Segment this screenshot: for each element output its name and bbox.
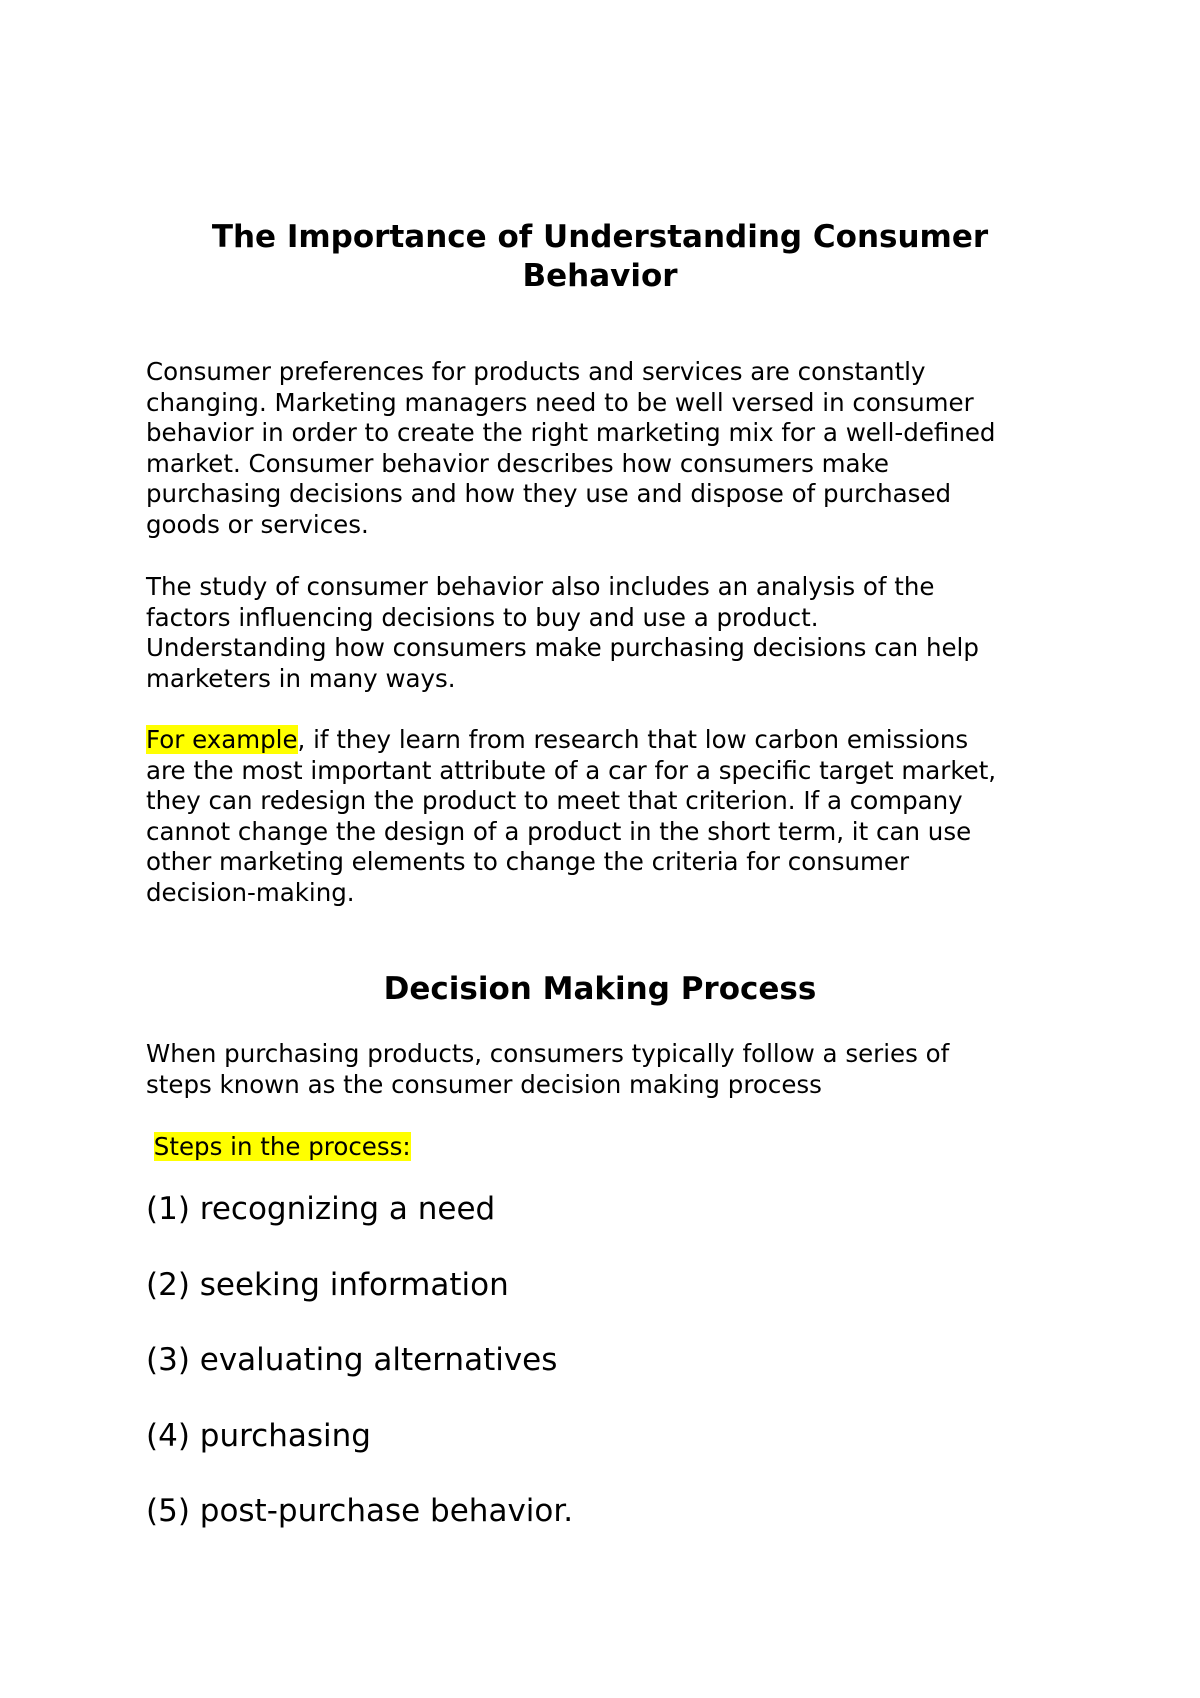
text-line: The study of consumer behavior also includes an analysis of the <box>146 572 935 601</box>
step-item: (5) post-purchase behavior. <box>146 1493 574 1529</box>
document-title-line: The Importance of Understanding Consumer <box>211 219 989 255</box>
document-title <box>140 218 1060 296</box>
step-item: (1) recognizing a need <box>146 1191 496 1227</box>
text-fragment: , if they learn from research that low carbon emissions <box>297 725 969 754</box>
text-line: When purchasing products, consumers typically follow a series of <box>146 1039 950 1068</box>
step-item: (4) purchasing <box>146 1417 371 1454</box>
text-line: cannot change the design of a product in the short term, it can use <box>146 816 972 846</box>
text-line: they can redesign the product to meet that criterion. If a company <box>146 786 963 816</box>
text-line: decision-making. <box>146 877 355 907</box>
text-line: goods or services. <box>146 509 369 539</box>
document-title-line: Behavior <box>522 258 678 294</box>
text-line: steps known as the consumer decision making process <box>146 1069 822 1099</box>
text-line: purchasing decisions and how they use and dispose of purchased <box>146 479 952 509</box>
text-line: Consumer preferences for products and services are constantly <box>146 357 926 386</box>
paragraph-decision-intro <box>146 1039 1086 1100</box>
paragraph-consumer-preferences <box>146 357 1086 541</box>
step-item: (3) evaluating alternatives <box>146 1342 558 1378</box>
text-line: behavior in order to create the right marketing mix for a well-defined <box>146 418 996 448</box>
highlighted-text-steps-label: Steps in the process: <box>153 1132 411 1161</box>
highlighted-text-for-example: For example <box>146 725 298 754</box>
section-heading-decision-making: Decision Making Process <box>383 971 817 1007</box>
steps-list <box>146 1190 573 1568</box>
text-line: other marketing elements to change the criteria for consumer <box>146 847 910 877</box>
text-line: market. Consumer behavior describes how consumers make <box>146 448 889 478</box>
text-line: marketers in many ways. <box>146 663 456 693</box>
text-line: Understanding how consumers make purchasing decisions can help <box>146 633 979 663</box>
paragraph-example <box>146 725 1086 909</box>
text-line: factors influencing decisions to buy and use a product. <box>146 602 819 632</box>
step-item: (2) seeking information <box>146 1266 509 1303</box>
paragraph-study-of-behavior <box>146 572 1086 694</box>
text-line: are the most important attribute of a car for a specific target market, <box>146 755 997 785</box>
steps-label <box>146 1132 411 1162</box>
text-line <box>146 725 1086 756</box>
text-line: changing. Marketing managers need to be well versed in consumer <box>146 387 974 417</box>
